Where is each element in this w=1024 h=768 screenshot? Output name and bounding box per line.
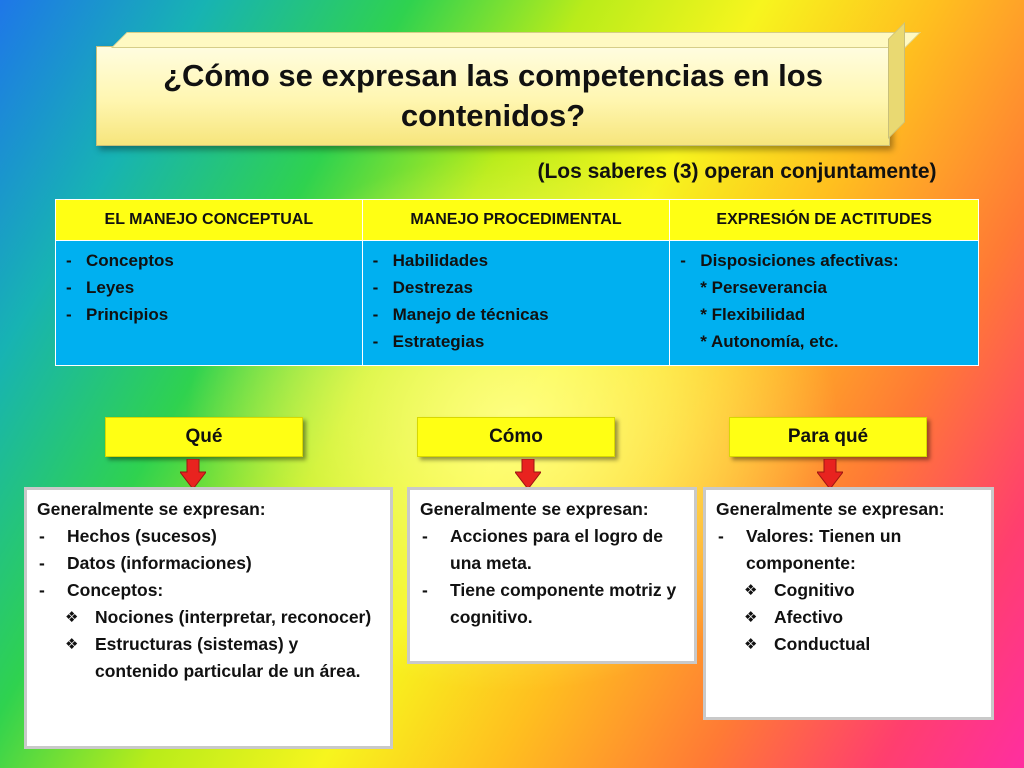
list-item: - Destrezas: [372, 278, 473, 297]
box-intro: Generalmente se expresan:: [716, 499, 945, 519]
subtitle: (Los saberes (3) operan conjuntamente): [537, 160, 937, 183]
sub-item: * Flexibilidad: [700, 305, 806, 324]
cell-procedimental: [362, 241, 670, 366]
list-item: - Conceptos:: [39, 580, 164, 600]
table-header-row: [56, 200, 979, 241]
box-como: [407, 487, 697, 664]
saberes-table: [55, 199, 979, 366]
list-item: - Manejo de técnicas: [372, 305, 549, 324]
diamond-bullet-icon: ❖: [65, 609, 79, 626]
diamond-bullet-icon: ❖: [744, 582, 758, 599]
down-arrow-icon: [515, 459, 541, 489]
list-item: ❖ Cognitivo: [744, 577, 981, 604]
box-intro: Generalmente se expresan:: [420, 499, 649, 519]
cell-conceptual: [56, 241, 363, 366]
list-item: - Disposiciones afectivas:: [680, 251, 899, 270]
label-para-que: Para qué: [729, 417, 927, 457]
list-item: - Principios: [66, 305, 169, 324]
sub-item: * Autonomía, etc.: [700, 332, 839, 351]
down-arrow-icon: [180, 459, 206, 489]
title-box: [96, 46, 890, 146]
label-que: Qué: [105, 417, 303, 457]
diamond-bullet-icon: ❖: [744, 609, 758, 626]
list-item: - Tiene componente motriz y cognitivo.: [422, 580, 677, 627]
sub-item: * Perseverancia: [700, 278, 827, 297]
list-item: - Datos (informaciones): [39, 553, 252, 573]
list-item: ❖ Nociones (interpretar, reconocer): [65, 604, 380, 631]
list-item: - Hechos (sucesos): [39, 526, 217, 546]
subtitle-row: [0, 160, 972, 184]
table-row: [56, 241, 979, 366]
list-item: ❖ Afectivo: [744, 604, 981, 631]
list-item: - Leyes: [66, 278, 135, 297]
header-conceptual: EL MANEJO CONCEPTUAL: [56, 200, 363, 241]
header-procedimental: MANEJO PROCEDIMENTAL: [362, 200, 670, 241]
box-para-que: [703, 487, 994, 720]
page-title: ¿Cómo se expresan las competencias en los contenidos?: [163, 58, 823, 133]
list-item: ❖ Conductual: [744, 631, 981, 658]
cell-actitudes: [670, 241, 979, 366]
header-actitudes: EXPRESIÓN DE ACTITUDES: [670, 200, 979, 241]
box-intro: Generalmente se expresan:: [37, 499, 266, 519]
box-que: [24, 487, 393, 749]
list-item: - Valores: Tienen un componente:: [718, 526, 902, 573]
list-item: - Conceptos: [66, 251, 174, 270]
list-item: - Estrategias: [372, 332, 485, 351]
diamond-bullet-icon: ❖: [65, 636, 79, 653]
down-arrow-icon: [817, 459, 843, 489]
diamond-bullet-icon: ❖: [744, 636, 758, 653]
list-item: - Habilidades: [372, 251, 489, 270]
label-como: Cómo: [417, 417, 615, 457]
list-item: - Acciones para el logro de una meta.: [422, 526, 663, 573]
list-item: ❖ Estructuras (sistemas) y contenido particular de un área.: [65, 631, 380, 685]
